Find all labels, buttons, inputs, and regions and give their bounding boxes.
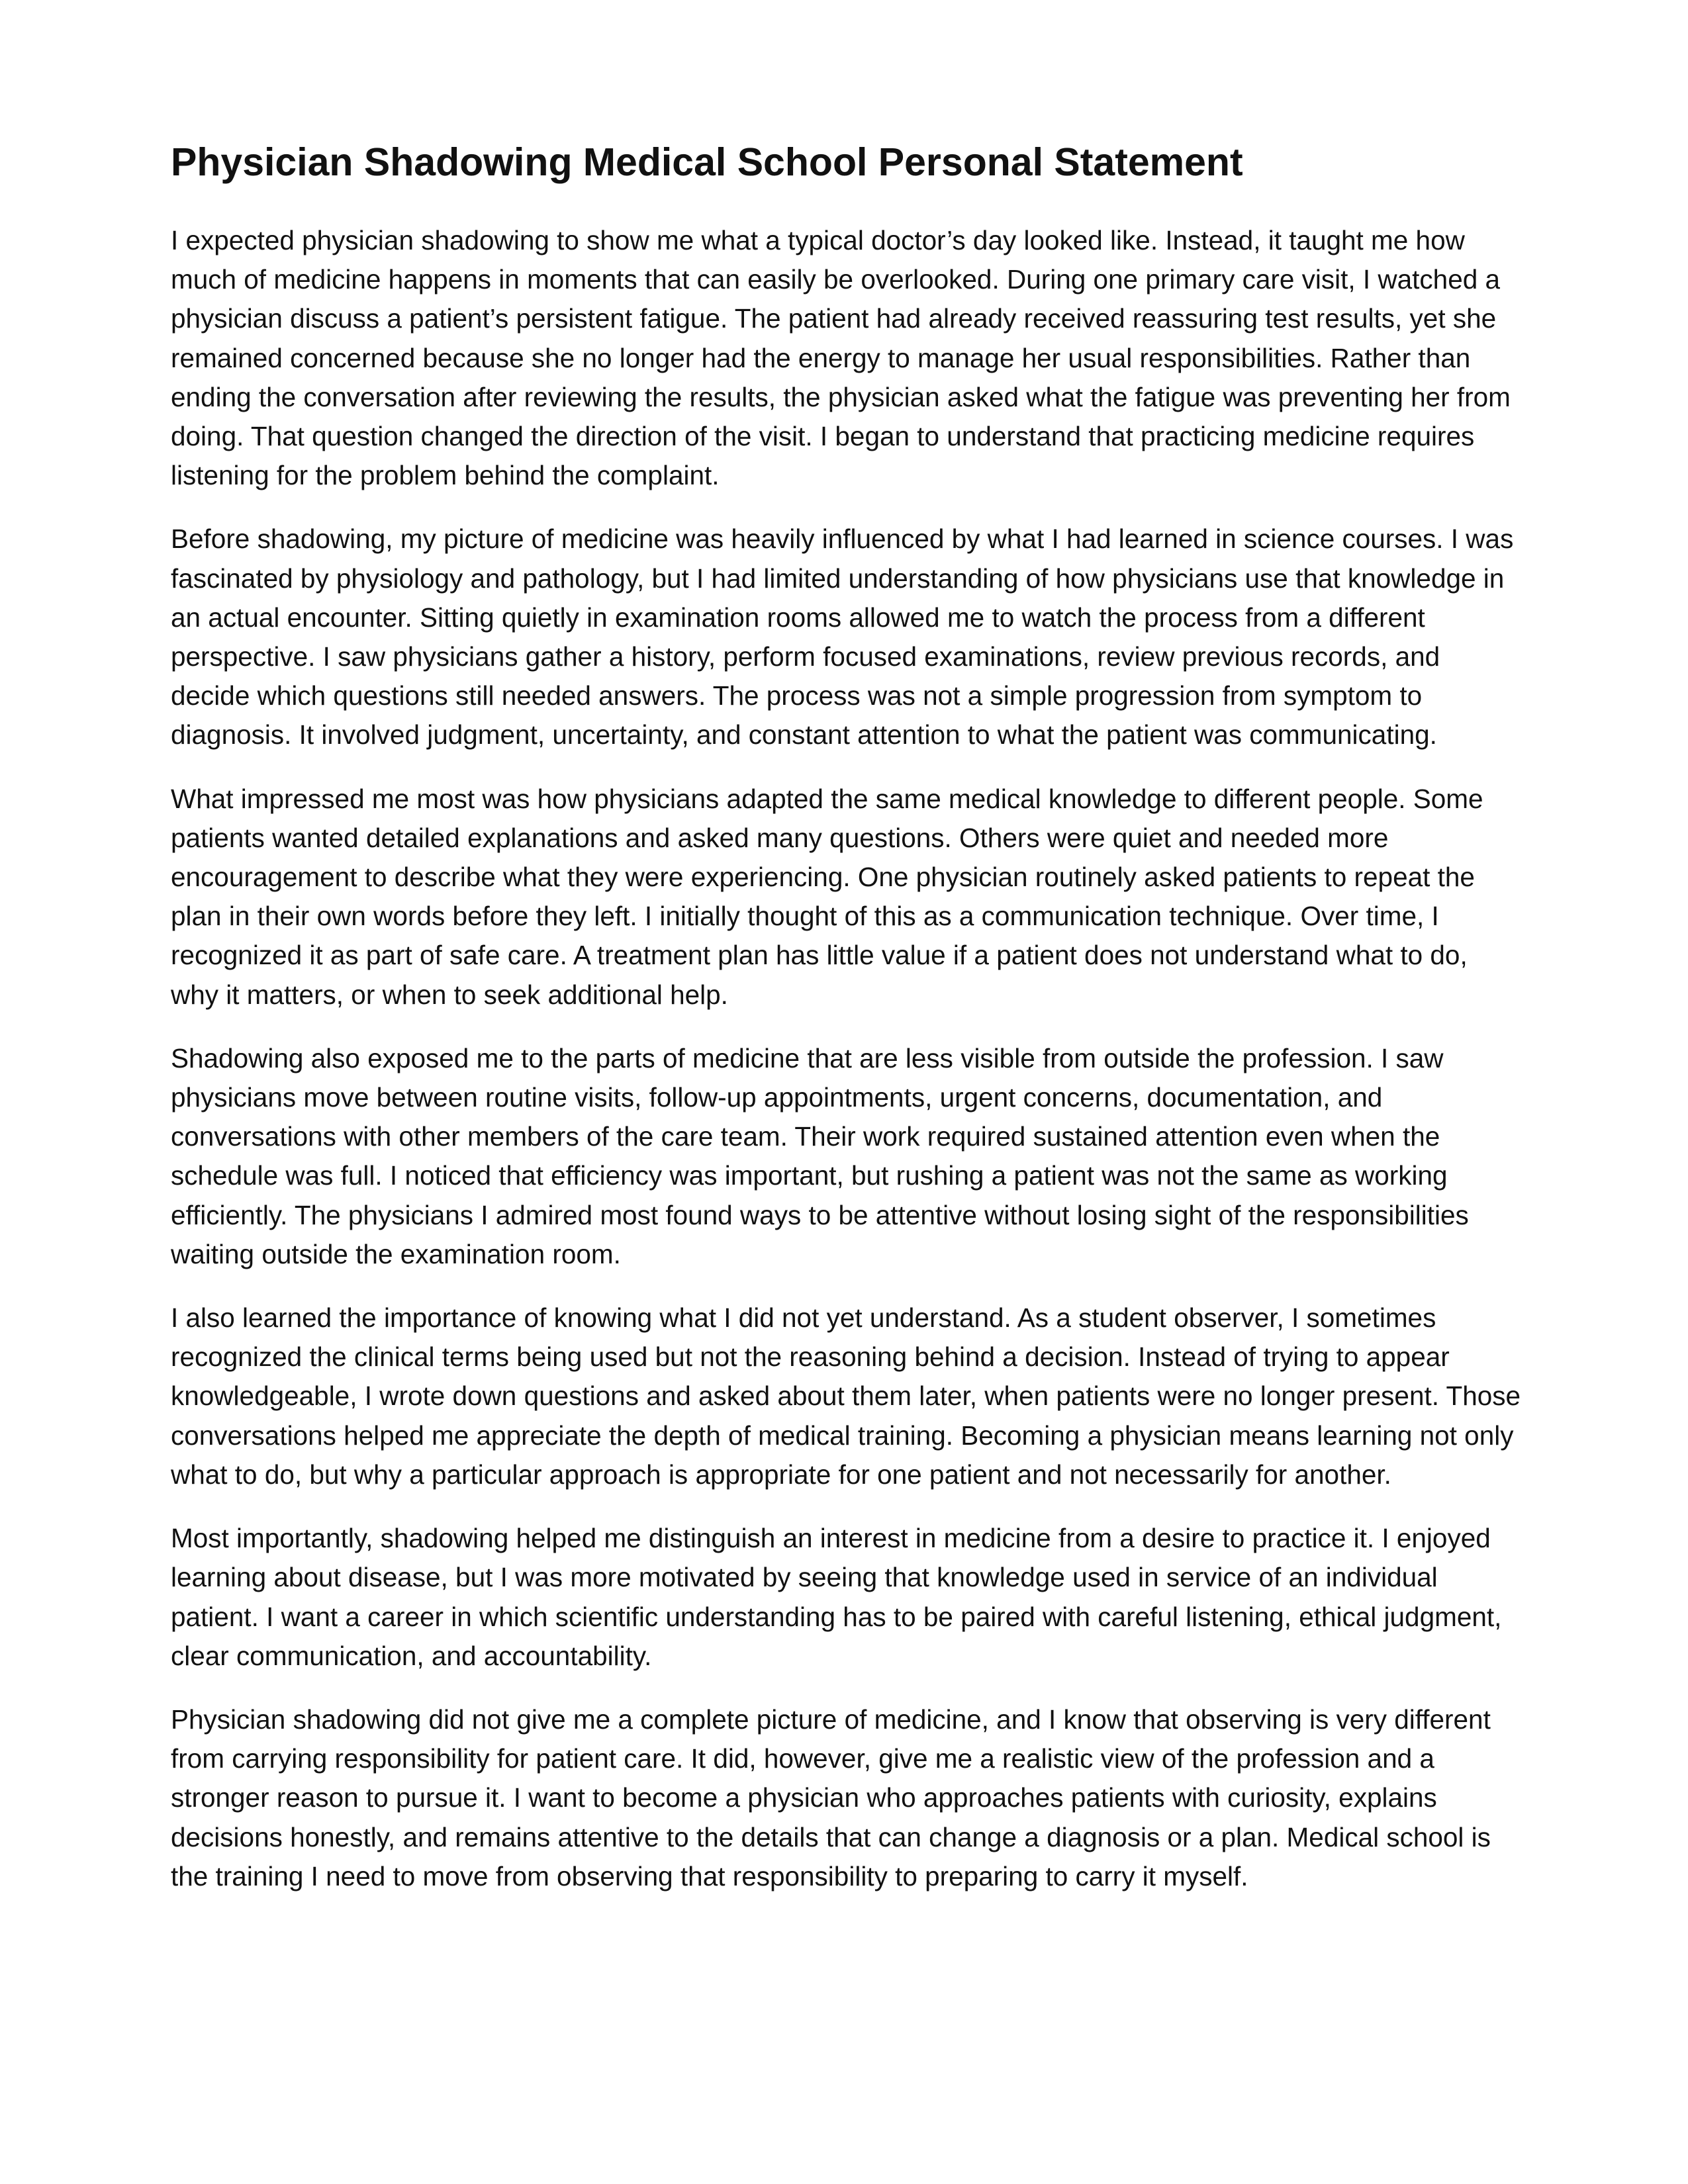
document-title: Physician Shadowing Medical School Personal Statement	[171, 140, 1243, 184]
paragraph-7: Physician shadowing did not give me a complete picture of medicine, and I know that observing is very different from carrying responsibility for patient care. It did, however, give me a realistic view of the profession and a stronger reason to pursue it. I want to become a physician who approaches patients with curiosity, explains decisions honestly, and remains attentive to the details that can change a diagnosis or a plan. Medical school is the training I need to move from observing that responsibility to preparing to carry it myself.	[171, 1704, 1491, 1891]
paragraph-6: Most importantly, shadowing helped me distinguish an interest in medicine from a desire to practice it. I enjoyed learning about disease, but I was more motivated by seeing that knowledge used in service of an individual patient. I want a career in which scientific understanding has to be paired with careful listening, ethical judgment, clear communication, and accountability.	[171, 1523, 1502, 1671]
paragraph-2: Before shadowing, my picture of medicine was heavily influenced by what I had learned in science courses. I was fascinated by physiology and pathology, but I had limited understanding of how physicians use that knowledge in an actual encounter. Sitting quietly in examination rooms allowed me to watch the process from a different perspective. I saw physicians gather a history, perform focused examinations, review previous records, and decide which questions still needed answers. The process was not a simple progression from symptom to diagnosis. It involved judgment, uncertainty, and constant attention to what the patient was communicating.	[171, 523, 1514, 751]
document-page	[171, 139, 1521, 1921]
paragraph-4: Shadowing also exposed me to the parts of medicine that are less visible from outside the profession. I saw physicians move between routine visits, follow-up appointments, urgent concerns, documentation, and conversations with other members of the care team. Their work required sustained attention even when the schedule was full. I noticed that efficiency was important, but rushing a patient was not the same as working efficiently. The physicians I admired most found ways to be attentive without losing sight of the responsibilities waiting outside the examination room.	[171, 1042, 1469, 1269]
paragraph-1: I expected physician shadowing to show me what a typical doctor’s day looked like. Instead, it taught me how much of medicine happens in moments that can easily be overlooked. During one primary care visit, I watched a physician discuss a patient’s persistent fatigue. The patient had already received reassuring test results, yet she remained concerned because she no longer had the energy to manage her usual responsibilities. Rather than ending the conversation after reviewing the results, the physician asked what the fatigue was preventing her from doing. That question changed the direction of the visit. I began to understand that practicing medicine requires listening for the problem behind the complaint.	[171, 225, 1511, 491]
paragraph-3: What impressed me most was how physicians adapted the same medical knowledge to different people. Some patients wanted detailed explanations and asked many questions. Others were quiet and needed more encouragement to describe what they were experiencing. One physician routinely asked patients to repeat the plan in their own words before they left. I initially thought of this as a communication technique. Over time, I recognized it as part of safe care. A treatment plan has little value if a patient does not understand what to do, why it matters, or when to seek additional help.	[171, 783, 1483, 1010]
paragraph-5: I also learned the importance of knowing what I did not yet understand. As a student observer, I sometimes recognized the clinical terms being used but not the reasoning behind a decision. Instead of trying to appear knowledgeable, I wrote down questions and asked about them later, when patients were no longer present. Those conversations helped me appreciate the depth of medical training. Becoming a physician means learning not only what to do, but why a particular approach is appropriate for one patient and not necessarily for another.	[171, 1302, 1521, 1490]
